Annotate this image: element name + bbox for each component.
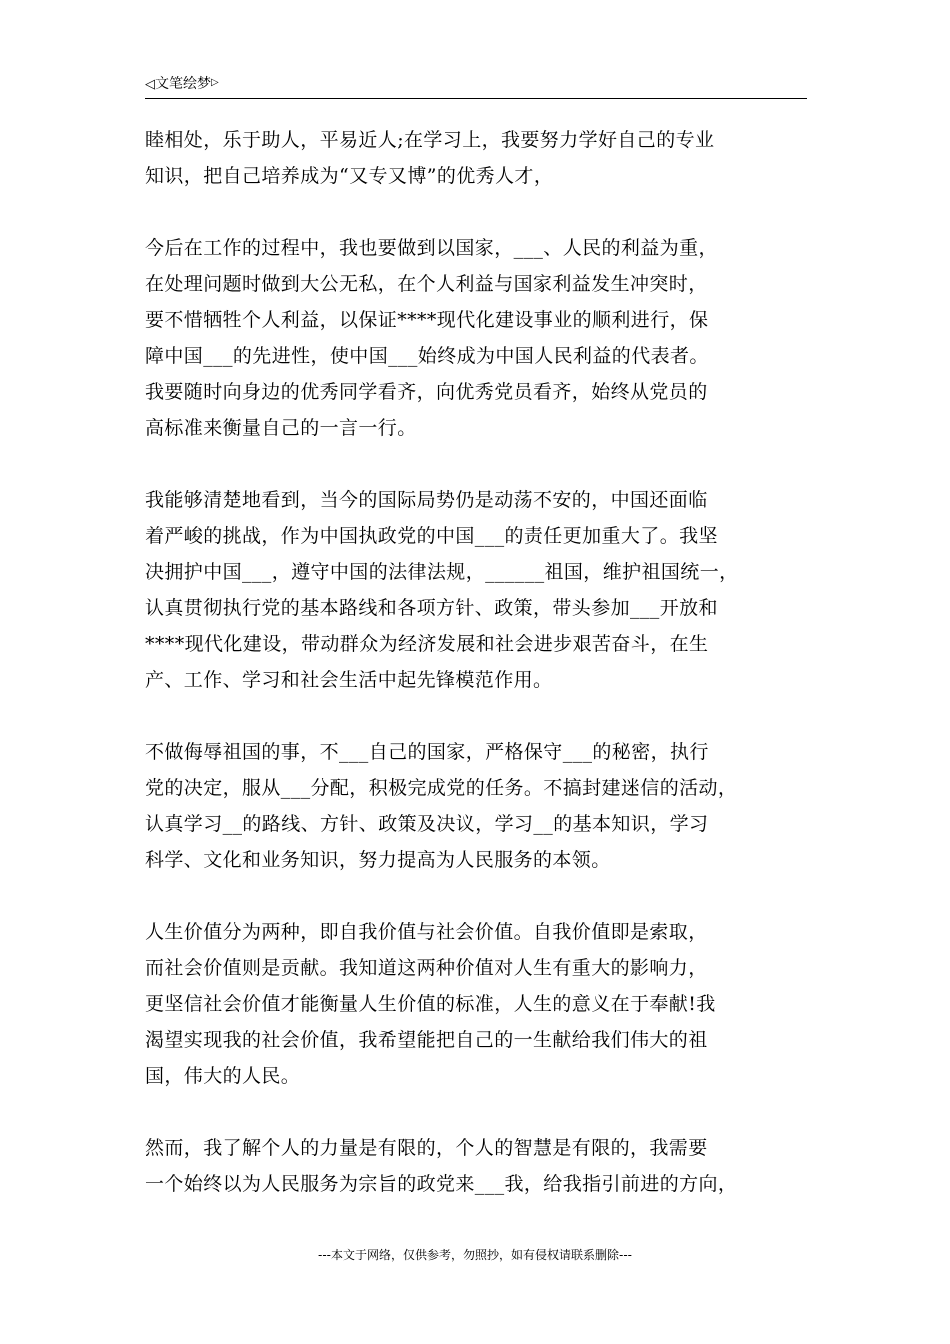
text-line: 在处理问题时做到大公无私，在个人利益与国家利益发生冲突时， [145,273,708,295]
text-line: 我要随时向身边的优秀同学看齐，向优秀党员看齐，始终从党员的 [145,381,708,403]
text-line: 障中国___的先进性，使中国___始终成为中国人民利益的代表者。 [145,345,709,367]
paragraph [145,1130,815,1202]
text-line: 不做侮辱祖国的事，不___自己的国家，严格保守___的秘密，执行 [145,741,709,763]
text-line: ****现代化建设，带动群众为经济发展和社会进步艰苦奋斗，在生 [145,633,709,655]
text-line: 更坚信社会价值才能衡量人生价值的标准，人生的意义在于奉献!我 [145,993,716,1015]
text-line: 渴望实现我的社会价值，我希望能把自己的一生献给我们伟大的祖 [145,1029,708,1051]
text-line: 要不惜牺牲个人利益，以保证****现代化建设事业的顺利进行，保 [145,309,709,331]
text-line: 认真贯彻执行党的基本路线和各项方针、政策，带头参加___开放和 [145,597,718,619]
text-line: 认真学习__的路线、方针、政策及决议，学习__的基本知识，学习 [145,813,709,835]
text-line: 科学、文化和业务知识，努力提高为人民服务的本领。 [145,849,611,871]
text-line: 着严峻的挑战，作为中国执政党的中国___的责任更加重大了。我坚 [145,525,718,547]
page-footer: ---本文于网络，仅供参考，勿照抄，如有侵权请联系删除--- [318,1248,632,1262]
page-header [145,72,807,99]
text-line: 知识，把自己培养成为“又专又博”的优秀人才， [145,165,554,187]
text-line: 我能够清楚地看到，当今的国际局势仍是动荡不安的，中国还面临 [145,489,708,511]
right-triangle-icon: ▷ [211,77,219,88]
text-line: 党的决定，服从___分配，积极完成党的任务。不搞封建迷信的活动， [145,777,738,799]
text-line: 国，伟大的人民。 [145,1065,301,1087]
text-line: 睦相处，乐于助人，平易近人;在学习上，我要努力学好自己的专业 [145,129,715,151]
text-line: 人生价值分为两种，即自我价值与社会价值。自我价值即是索取， [145,921,708,943]
paragraph [145,230,815,446]
paragraph [145,734,815,878]
header-title: 文笔绘梦 [155,76,211,92]
text-line: 高标准来衡量自己的一言一行。 [145,417,417,439]
paragraph [145,482,815,698]
text-line: 产、工作、学习和社会生活中起先锋模范作用。 [145,669,553,691]
text-line: 然而，我了解个人的力量是有限的，个人的智慧是有限的，我需要 [145,1137,708,1159]
paragraph [145,914,815,1094]
left-triangle-icon: ◁ [145,77,155,92]
text-line: 决拥护中国___，遵守中国的法律法规，______祖国，维护祖国统一， [145,561,739,583]
document-body [145,122,815,1238]
text-line: 今后在工作的过程中，我也要做到以国家，___、人民的利益为重， [145,237,718,259]
text-line: 一个始终以为人民服务为宗旨的政党来___我，给我指引前进的方向， [145,1173,738,1195]
text-line: 而社会价值则是贡献。我知道这两种价值对人生有重大的影响力， [145,957,708,979]
paragraph [145,122,815,194]
